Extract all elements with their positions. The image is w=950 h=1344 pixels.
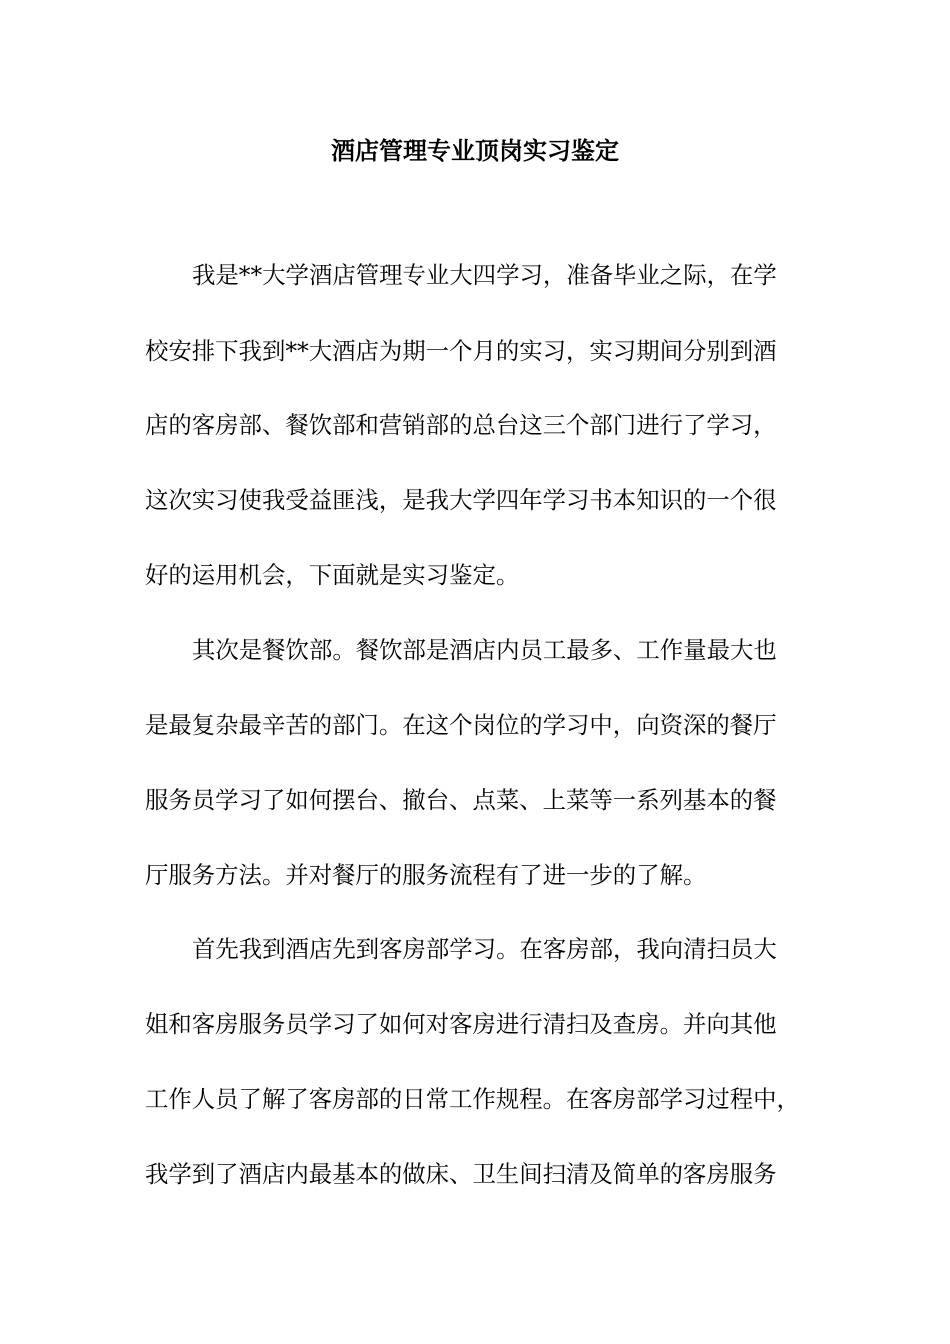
paragraph-2-line-4: 厅服务方法。并对餐厅的服务流程有了进一步的了解。 <box>145 861 707 889</box>
paragraph-2-line-1: 其次是餐饮部。餐饮部是酒店内员工最多、工作量最大也 <box>192 636 777 664</box>
paragraph-2-line-3: 服务员学习了如何摆台、撤台、点菜、上菜等一系列基本的餐 <box>145 786 777 814</box>
paragraph-1-line-5: 好的运用机会，下面就是实习鉴定。 <box>145 561 520 589</box>
paragraph-1-line-2: 校安排下我到**大酒店为期一个月的实习，实习期间分别到酒 <box>145 337 777 365</box>
paragraph-3-line-4: 我学到了酒店内最基本的做床、卫生间扫清及简单的客房服务 <box>145 1160 777 1188</box>
paragraph-2-line-2: 是最复杂最辛苦的部门。在这个岗位的学习中，向资深的餐厅 <box>145 711 777 739</box>
paragraph-1-line-3: 店的客房部、餐饮部和营销部的总台这三个部门进行了学习， <box>145 411 777 439</box>
paragraph-1-line-1: 我是**大学酒店管理专业大四学习，准备毕业之际，在学 <box>192 261 777 289</box>
paragraph-3-line-1: 首先我到酒店先到客房部学习。在客房部，我向清扫员大 <box>192 935 777 963</box>
paragraph-3-line-2: 姐和客房服务员学习了如何对客房进行清扫及查房。并向其他 <box>145 1010 777 1038</box>
paragraph-1-line-4: 这次实习使我受益匪浅，是我大学四年学习书本知识的一个很 <box>145 486 777 514</box>
paragraph-3-line-3: 工作人员了解了客房部的日常工作规程。在客房部学习过程中， <box>145 1085 800 1113</box>
document-title: 酒店管理专业顶岗实习鉴定 <box>331 136 619 165</box>
